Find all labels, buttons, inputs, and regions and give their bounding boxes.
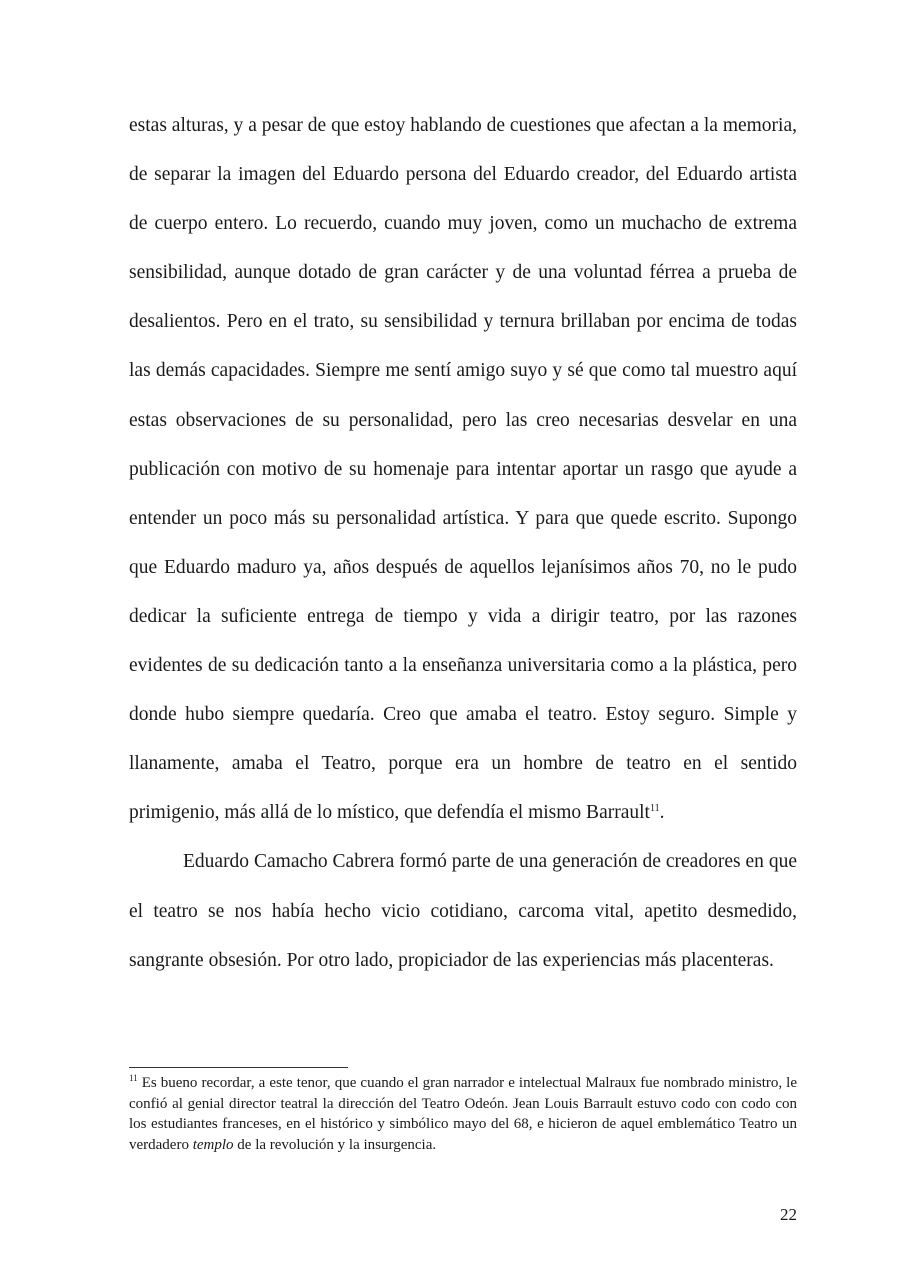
page-number: 22: [780, 1205, 797, 1224]
paragraph-2: Eduardo Camacho Cabrera formó parte de una generación de creadores en que el teatro se nos había hecho vicio cotidiano, carcoma vital, apetito desmedido, sangrante obsesión. Por otro lado, propiciador de las experiencias más placenteras.: [129, 851, 797, 971]
footnote-text-before: Es bueno recordar, a este tenor, que cuando el gran narrador e intelectual Malraux fue nombrado ministro, le confió al genial director teatral la dirección del Teatro Odeón. Jean Louis Barrault estuvo codo con codo con los estudiantes franceses, en el histórico y simbólico mayo del 68, e hicieron de aquel emblemático Teatro un verdadero: [129, 1075, 797, 1153]
paragraph-1-end: .: [659, 802, 665, 824]
footnote-text-after: de la revolución y la insurgencia.: [233, 1136, 437, 1153]
footnote-number: 11: [129, 1073, 138, 1083]
paragraph-1-text: estas alturas, y a pesar de que estoy hablando de cuestiones que afectan a la memoria, de separar la imagen del Eduardo persona del Eduardo creador, del Eduardo artista de cuerpo entero. Lo recuerdo, cuando muy joven, como un muchacho de extrema sensibilidad, aunque dotado de gran carácter y de una voluntad férrea a prueba de desalientos. Pero en el trato, su sensibilidad y ternura brillaban por encima de todas las demás capacidades. Siempre me sentí amigo suyo y sé que como tal muestro aquí estas observaciones de su personalidad, pero las creo necesarias desvelar en una publicación con motivo de su homenaje para intentar aportar un rasgo que ayude a entender un poco más su personalidad artística. Y para que quede escrito. Supongo que Eduardo maduro ya, años después de aquellos lejanísimos años 70, no le pudo dedicar la suficiente entrega de tiempo y vida a dirigir teatro, por las razones evidentes de su dedicación tanto a la enseñanza universitaria como a la plástica, pero donde hubo siempre quedaría. Creo que amaba el teatro. Estoy seguro. Simple y llanamente, amaba el Teatro, porque era un hombre de teatro en el sentido primigenio, más allá de lo místico, que defendía el mismo Barrault: [129, 115, 797, 824]
body-text: [129, 101, 797, 985]
footnote-separator: [129, 1067, 348, 1068]
footnote-emphasis: templo: [192, 1136, 234, 1153]
paragraph-1: [129, 101, 797, 837]
footnote-reference[interactable]: 11: [649, 803, 660, 815]
footnote: [129, 1073, 797, 1155]
